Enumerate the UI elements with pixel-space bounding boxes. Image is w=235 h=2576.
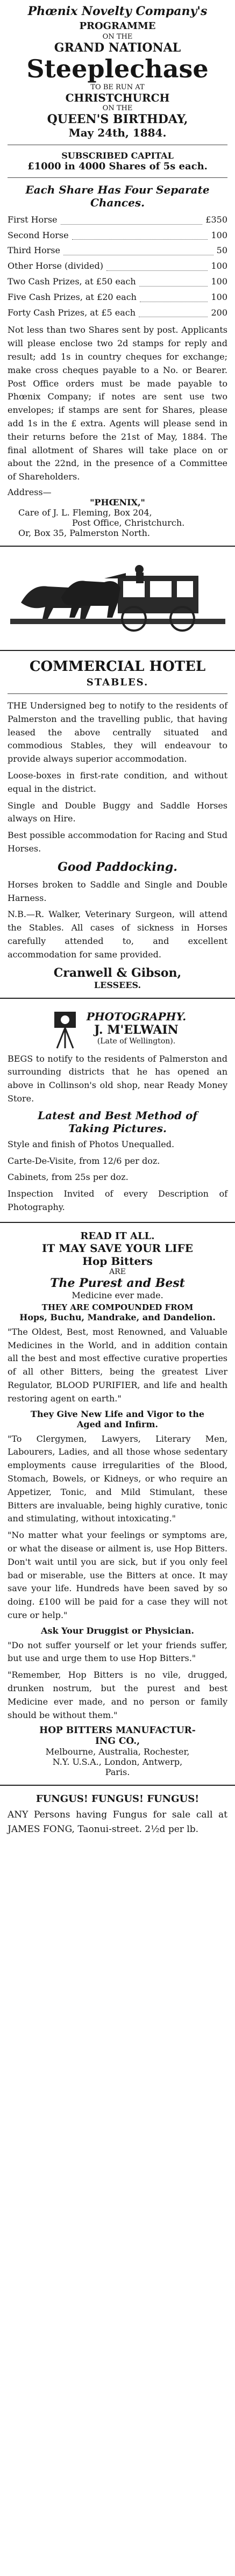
phoenix-company-header: Phœnix Novelty Company's bbox=[27, 4, 208, 18]
purest-line1: The Purest and Best bbox=[50, 1276, 185, 1290]
prize-value: 100 bbox=[211, 291, 227, 302]
dot-leader bbox=[72, 228, 208, 240]
coach-horses-illustration bbox=[10, 554, 225, 640]
read-it-all: READ IT ALL. bbox=[80, 1230, 155, 1242]
prize-value: 100 bbox=[211, 276, 227, 287]
clergymen-quote: "To Clergymen, Lawyers, Literary Men, Labourers, Ladies, and all those whose sedentary employments cause irregularities of the Blood, Stomach, Bowels, or Kidneys, or who require an Appetizer, Tonic, and Mild Stimulant, these Bitters are invaluable, being highly curative, tonic and stimulating, without intoxicating." bbox=[8, 1433, 227, 1524]
address-line-3: Or, Box 35, Palmerston North. bbox=[18, 528, 150, 539]
divider bbox=[8, 693, 227, 694]
ask-druggist-heading: Ask Your Druggist or Physician. bbox=[41, 1625, 194, 1636]
address-line-1: Care of J. L. Fleming, Box 204, bbox=[18, 507, 152, 518]
dot-leader bbox=[139, 305, 208, 318]
dot-leader bbox=[61, 212, 203, 225]
dot-leader bbox=[139, 274, 208, 287]
owners-name: Cranwell & Gibson, bbox=[53, 965, 182, 980]
section-divider bbox=[0, 998, 235, 999]
manufacturer-line2: ING CO., bbox=[95, 1736, 140, 1747]
prize-label: Second Horse bbox=[8, 230, 69, 240]
broken-horses-text: Horses broken to Saddle and Single and Double Harness. bbox=[8, 879, 227, 903]
photography-header bbox=[8, 1006, 227, 1049]
company-name: "PHŒNIX," bbox=[90, 497, 145, 508]
compounded-heading: THEY ARE COMPOUNDED FROM bbox=[41, 1302, 194, 1312]
prize-row bbox=[8, 259, 227, 274]
fungus-ad bbox=[0, 1793, 235, 1836]
dot-leader bbox=[63, 243, 213, 255]
prize-row bbox=[8, 228, 227, 244]
do-not-suffer-quote: "Do not suffer yourself or let your friends suffer, but use and urge them to use Hop Bitters." bbox=[8, 1640, 227, 1664]
prize-label: First Horse bbox=[8, 214, 58, 225]
phoenix-programme-ad bbox=[0, 0, 235, 538]
oldest-quote: "The Oldest, Best, most Renowned, and Valuable Medicines in the World, and in addition contain all the best and most effective curative properties of all other Bitters, being the greatest Liver Regulator, BLOOD PURIFIER, and life and health restoring agent on earth." bbox=[8, 1326, 227, 1404]
section-divider bbox=[0, 1785, 235, 1786]
purest-line2: Medicine ever made. bbox=[72, 1290, 163, 1300]
cabinet-price: Cabinets, from 25s per doz. bbox=[8, 1172, 129, 1183]
remember-quote: "Remember, Hop Bitters is no vile, drugged, drunken nostrum, but the purest and best Medicine ever made, and no person or family should be without them." bbox=[8, 1670, 227, 1720]
photographer-block bbox=[87, 1010, 186, 1046]
section-divider bbox=[0, 650, 235, 651]
photographer-name: J. M'ELWAIN bbox=[94, 1022, 179, 1037]
chances-heading-line2: Chances. bbox=[90, 196, 145, 209]
latest-method-line2: Taking Pictures. bbox=[68, 1121, 167, 1135]
coach-engraving bbox=[0, 554, 235, 642]
prize-label: Other Horse (divided) bbox=[8, 261, 104, 271]
prize-row bbox=[8, 290, 227, 305]
section-divider bbox=[0, 546, 235, 547]
commercial-hotel-ad bbox=[0, 659, 235, 990]
hop-bitters-ad bbox=[0, 1230, 235, 1778]
divider bbox=[8, 177, 227, 178]
photography-intro: BEGS to notify to the residents of Palmerston and surrounding districts that he has opened an above in Collinson's old shop, near Ready Money Store. bbox=[8, 1053, 227, 1104]
christchurch-title: CHRISTCHURCH bbox=[65, 91, 170, 104]
cartes-price: Carte-De-Visite, from 12/6 per doz. bbox=[8, 1155, 160, 1166]
prize-value: 100 bbox=[211, 261, 227, 271]
steeplechase-title: Steeplechase bbox=[26, 54, 209, 83]
on-the-text-2: ON THE bbox=[102, 104, 133, 112]
address-label: Address— bbox=[8, 487, 52, 498]
fungus-heading: FUNGUS! FUNGUS! FUNGUS! bbox=[35, 1793, 200, 1805]
prize-value: 50 bbox=[216, 245, 227, 256]
subscribed-capital-heading: SUBSCRIBED CAPITAL bbox=[61, 150, 174, 161]
cities-line2: N.Y. U.S.A., London, Antwerp, bbox=[52, 1757, 183, 1768]
hotel-intro: THE Undersigned beg to notify to the residents of Palmerston and the travelling public, that having leased the above centrally situated and commodious Stables, they will endeavour to provide always superior accommodation. bbox=[8, 700, 227, 764]
new-life-line2: Aged and Infirm. bbox=[77, 1419, 158, 1429]
photography-ad bbox=[0, 1006, 235, 1214]
fungus-body: ANY Persons having Fungus for sale call at JAMES FONG, Taonui-street. 2½d per lb. bbox=[8, 1809, 227, 1835]
prize-row bbox=[8, 274, 227, 290]
to-be-run-text: TO BE RUN AT bbox=[90, 83, 145, 91]
paddocking-heading: Good Paddocking. bbox=[58, 860, 177, 874]
chances-heading-line1: Each Share Has Four Separate bbox=[25, 183, 210, 196]
loose-boxes-text: Loose-boxes in first-rate condition, and without equal in the district. bbox=[8, 770, 227, 794]
prize-list bbox=[8, 212, 227, 321]
prize-label: Two Cash Prizes, at £50 each bbox=[8, 276, 136, 287]
event-date: May 24th, 1884. bbox=[68, 126, 167, 139]
cities-line3: Paris. bbox=[105, 1767, 130, 1778]
programme-heading: PROGRAMME bbox=[79, 20, 156, 32]
dot-leader bbox=[140, 290, 208, 302]
queens-birthday-title: QUEEN'S BIRTHDAY, bbox=[47, 112, 188, 126]
photographer-origin: (Late of Wellington). bbox=[97, 1036, 176, 1046]
photography-title: PHOTOGRAPHY. bbox=[86, 1010, 187, 1023]
prize-label: Forty Cash Prizes, at £5 each bbox=[8, 307, 136, 318]
are-text: ARE bbox=[109, 1267, 126, 1276]
grand-national-title: GRAND NATIONAL bbox=[54, 41, 181, 55]
prize-value: £350 bbox=[205, 214, 227, 225]
veterinary-note: N.B.—R. Walker, Veterinary Surgeon, will attend the Stables. All cases of sickness in Horses carefully attended to, and excellent accommodation for same provided. bbox=[8, 909, 227, 960]
inspection-text: Inspection Invited of every Description of Photography. bbox=[8, 1189, 227, 1212]
racing-text: Best possible accommodation for Racing and Stud Horses. bbox=[8, 830, 227, 854]
prize-row bbox=[8, 212, 227, 228]
prize-value: 200 bbox=[211, 307, 227, 318]
prize-row bbox=[8, 305, 227, 321]
address-line-2: Post Office, Christchurch. bbox=[72, 518, 185, 528]
cities-line1: Melbourne, Australia, Rochester, bbox=[45, 1747, 190, 1757]
lessees-label: LESSEES. bbox=[94, 979, 141, 990]
section-divider bbox=[0, 1222, 235, 1223]
dot-leader bbox=[106, 259, 208, 271]
prize-value: 100 bbox=[211, 230, 227, 240]
programme-body: Not less than two Shares sent by post. Applicants will please enclose two 2d stamps for reply and result; add 1s in country cheques for exchange; make cross cheques payable to a No. or Bearer. Post Office orders must be made payable to Phœnix Company; if notes are sent use two envelopes; if stamps are sent for Shares, please add 1s in the £ extra. Agents will please send in their returns before the 21st of May, 1884. The final allotment of Shares will take place on or about the 22nd, in the presence of a Committee of Shareholders. bbox=[8, 325, 227, 482]
manufacturer-line1: HOP BITTERS MANUFACTUR- bbox=[39, 1725, 196, 1736]
capital-text: £1000 in 4000 Shares of 5s each. bbox=[27, 160, 208, 172]
stables-subtitle: STABLES. bbox=[86, 677, 149, 689]
no-matter-quote: "No matter what your feelings or symptoms are, or what the disease or ailment is, use Hop Bitters. Don't wait until you are sick, but if you only feel bad or miserable, use the Bitters at once. It may save your life. Hundreds have been saved by so doing. £100 will be paid for a case they will not cure or help." bbox=[8, 1530, 227, 1620]
camera-icon bbox=[49, 1006, 81, 1049]
latest-method-line1: Latest and Best Method of bbox=[38, 1108, 197, 1122]
buggy-text: Single and Double Buggy and Saddle Horses always on Hire. bbox=[8, 800, 227, 824]
hop-bitters-title: Hop Bitters bbox=[82, 1254, 153, 1268]
on-the-text: ON THE bbox=[102, 33, 133, 41]
new-life-line1: They Give New Life and Vigor to the bbox=[30, 1408, 205, 1419]
hotel-title: COMMERCIAL HOTEL bbox=[29, 659, 206, 675]
prize-label: Third Horse bbox=[8, 245, 60, 256]
style-text: Style and finish of Photos Unequalled. bbox=[8, 1139, 175, 1149]
save-life-heading: IT MAY SAVE YOUR LIFE bbox=[42, 1241, 193, 1255]
ingredients-text: Hops, Buchu, Mandrake, and Dandelion. bbox=[19, 1312, 216, 1322]
prize-label: Five Cash Prizes, at £20 each bbox=[8, 291, 137, 302]
prize-row bbox=[8, 243, 227, 259]
